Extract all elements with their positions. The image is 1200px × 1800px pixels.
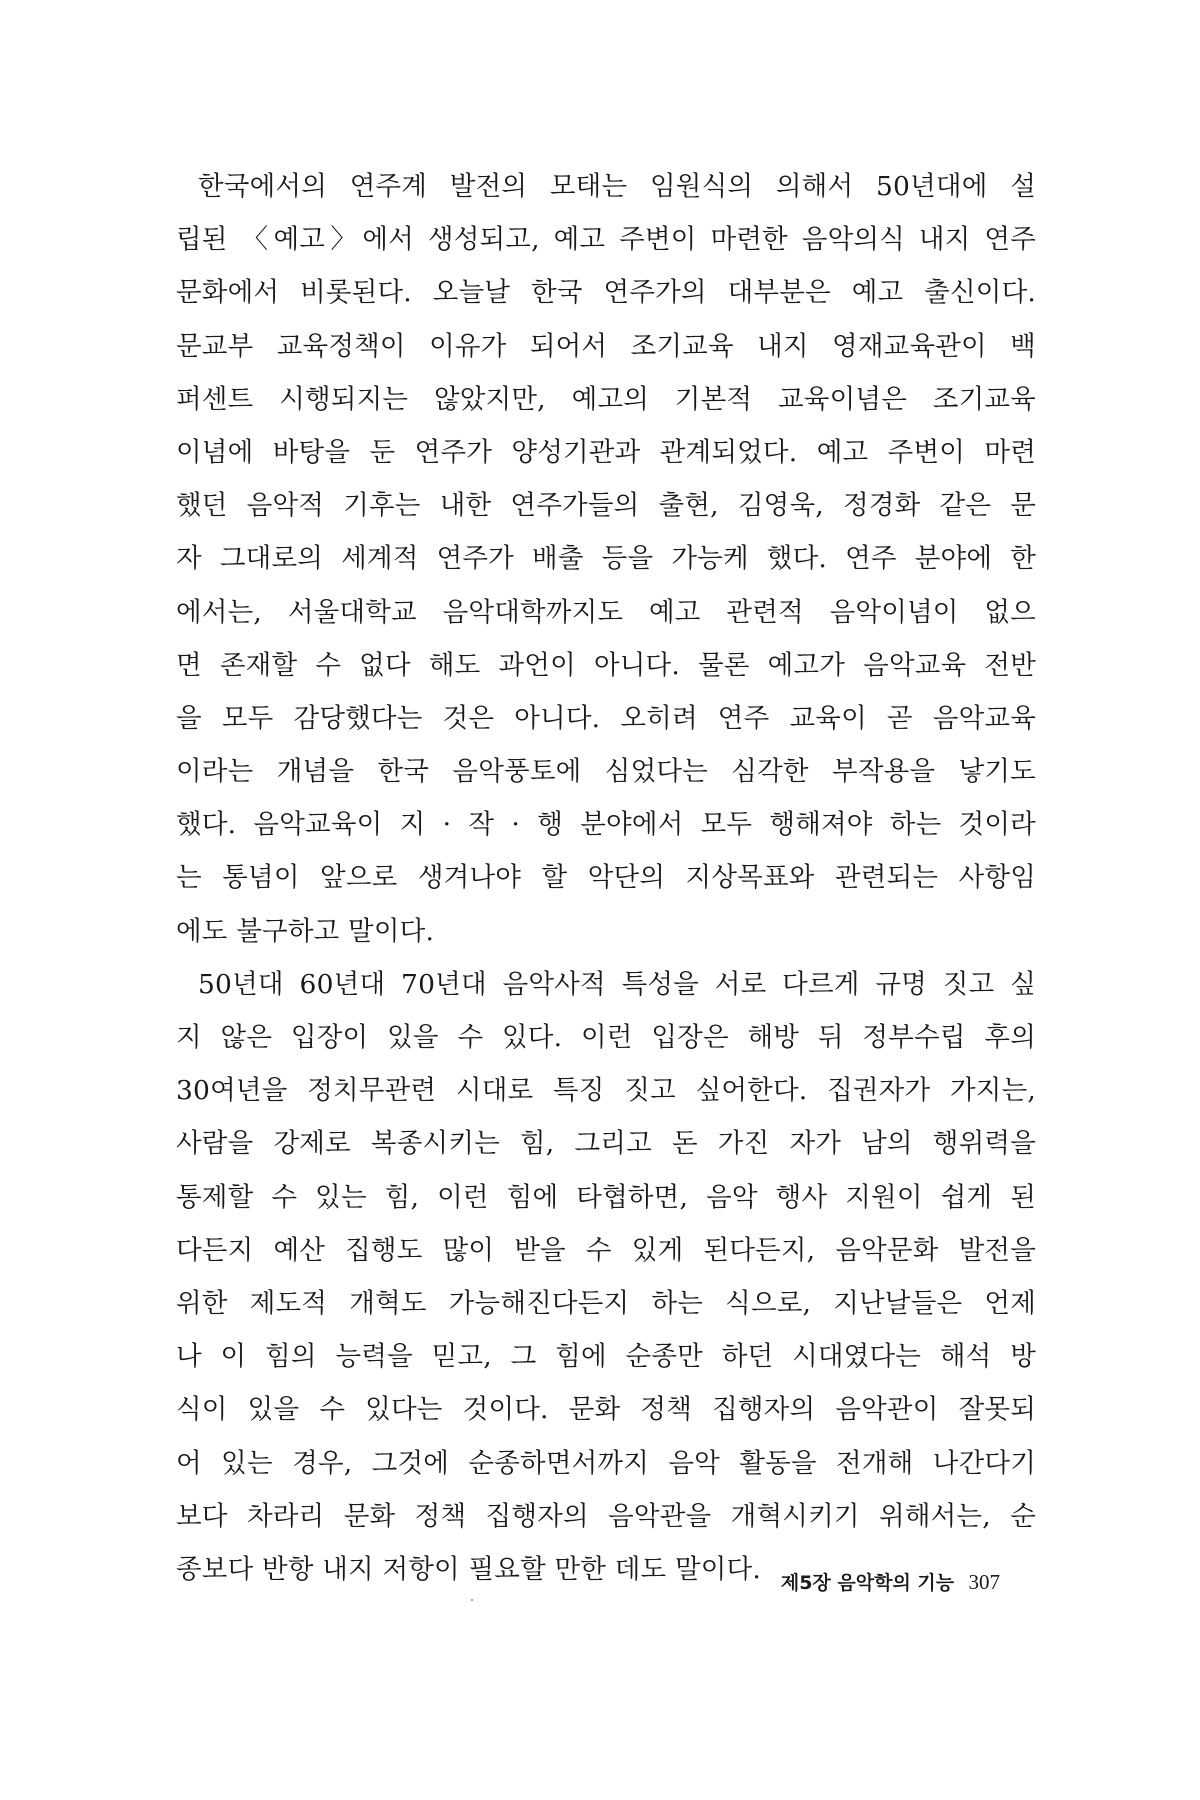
text-line: 퍼센트 시행되지는 않았지만, 예고의 기본적 교육이념은 조기교육 [176,383,1036,415]
text-line: 에서는, 서울대학교 음악대학까지도 예고 관련적 음악이념이 없으 [176,596,1036,628]
text-line: 는 통념이 앞으로 생겨나야 할 악단의 지상목표와 관련되는 사항임 [176,862,1036,894]
text-line: 통제할 수 있는 힘, 이런 힘에 타협하면, 음악 행사 지원이 쉽게 된 [176,1181,1036,1213]
text-line: 식이 있을 수 있다는 것이다. 문화 정책 집행자의 음악관이 잘못되 [176,1394,1036,1426]
chapter-title: 제5장 음악학의 기능 [780,1572,955,1594]
text-line: 30여년을 정치무관련 시대로 특징 짓고 싶어한다. 집권자가 가지는, [176,1075,1036,1107]
text-line: 나 이 힘의 능력을 믿고, 그 힘에 순종만 하던 시대였다는 해석 방 [176,1341,1036,1373]
text-line: 종보다 반항 내지 저항이 필요할 만한 데도 말이다. [176,1553,761,1585]
text-line: 이라는 개념을 한국 음악풍토에 심었다는 심각한 부작용을 낳기도 [176,756,1036,788]
text-line: 사람을 강제로 복종시키는 힘, 그리고 돈 가진 자가 남의 행위력을 [176,1128,1036,1160]
text-line: 위한 제도적 개혁도 가능해진다든지 하는 식으로, 지난날들은 언제 [176,1287,1036,1319]
text-line: 문화에서 비롯된다. 오늘날 한국 연주가의 대부분은 예고 출신이다. [176,277,1036,309]
text-line: 다든지 예산 집행도 많이 받을 수 있게 된다든지, 음악문화 발전을 [176,1234,1036,1266]
text-line: 에도 불구하고 말이다. [176,915,435,947]
text-line: 이념에 바탕을 둔 연주가 양성기관과 관계되었다. 예고 주변이 마련 [176,436,1036,468]
text-line: 자 그대로의 세계적 연주가 배출 등을 가능케 했다. 연주 분야에 한 [176,543,1036,575]
text-line: 했다. 음악교육이 지 · 작 · 행 분야에서 모두 행해져야 하는 것이라 [176,809,1036,841]
text-line: 면 존재할 수 없다 해도 과언이 아니다. 물론 예고가 음악교육 전반 [176,649,1036,681]
text-line: 한국에서의 연주계 발전의 모태는 임원식의 의해서 50년대에 설 [198,171,1036,202]
text-line: 어 있는 경우, 그것에 순종하면서까지 음악 활동을 전개해 나간다기 [176,1447,1036,1479]
text-line: 지 않은 입장이 있을 수 있다. 이런 입장은 해방 뒤 정부수립 후의 [176,1022,1036,1053]
text-line: 했던 음악적 기후는 내한 연주가들의 출현, 김영욱, 정경화 같은 문 [176,490,1036,522]
paragraph-2 [176,958,1036,1596]
text-line: 립된 〈예고〉에서 생성되고, 예고 주변이 마련한 음악의식 내지 연주 [176,224,1036,256]
scan-speck [471,1599,473,1601]
text-line: 보다 차라리 문화 정책 집행자의 음악관을 개혁시키기 위해서는, 순 [176,1500,1036,1532]
body-text [176,160,1036,1596]
page-number: 307 [968,1570,1000,1594]
running-footer [781,1568,1000,1597]
text-line: 을 모두 감당했다는 것은 아니다. 오히려 연주 교육이 곧 음악교육 [176,702,1036,734]
text-line: 문교부 교육정책이 이유가 되어서 조기교육 내지 영재교육관이 백 [176,330,1036,362]
paragraph-1 [176,160,1036,958]
text-line: 50년대 60년대 70년대 음악사적 특성을 서로 다르게 규명 짓고 싶 [198,968,1036,1000]
